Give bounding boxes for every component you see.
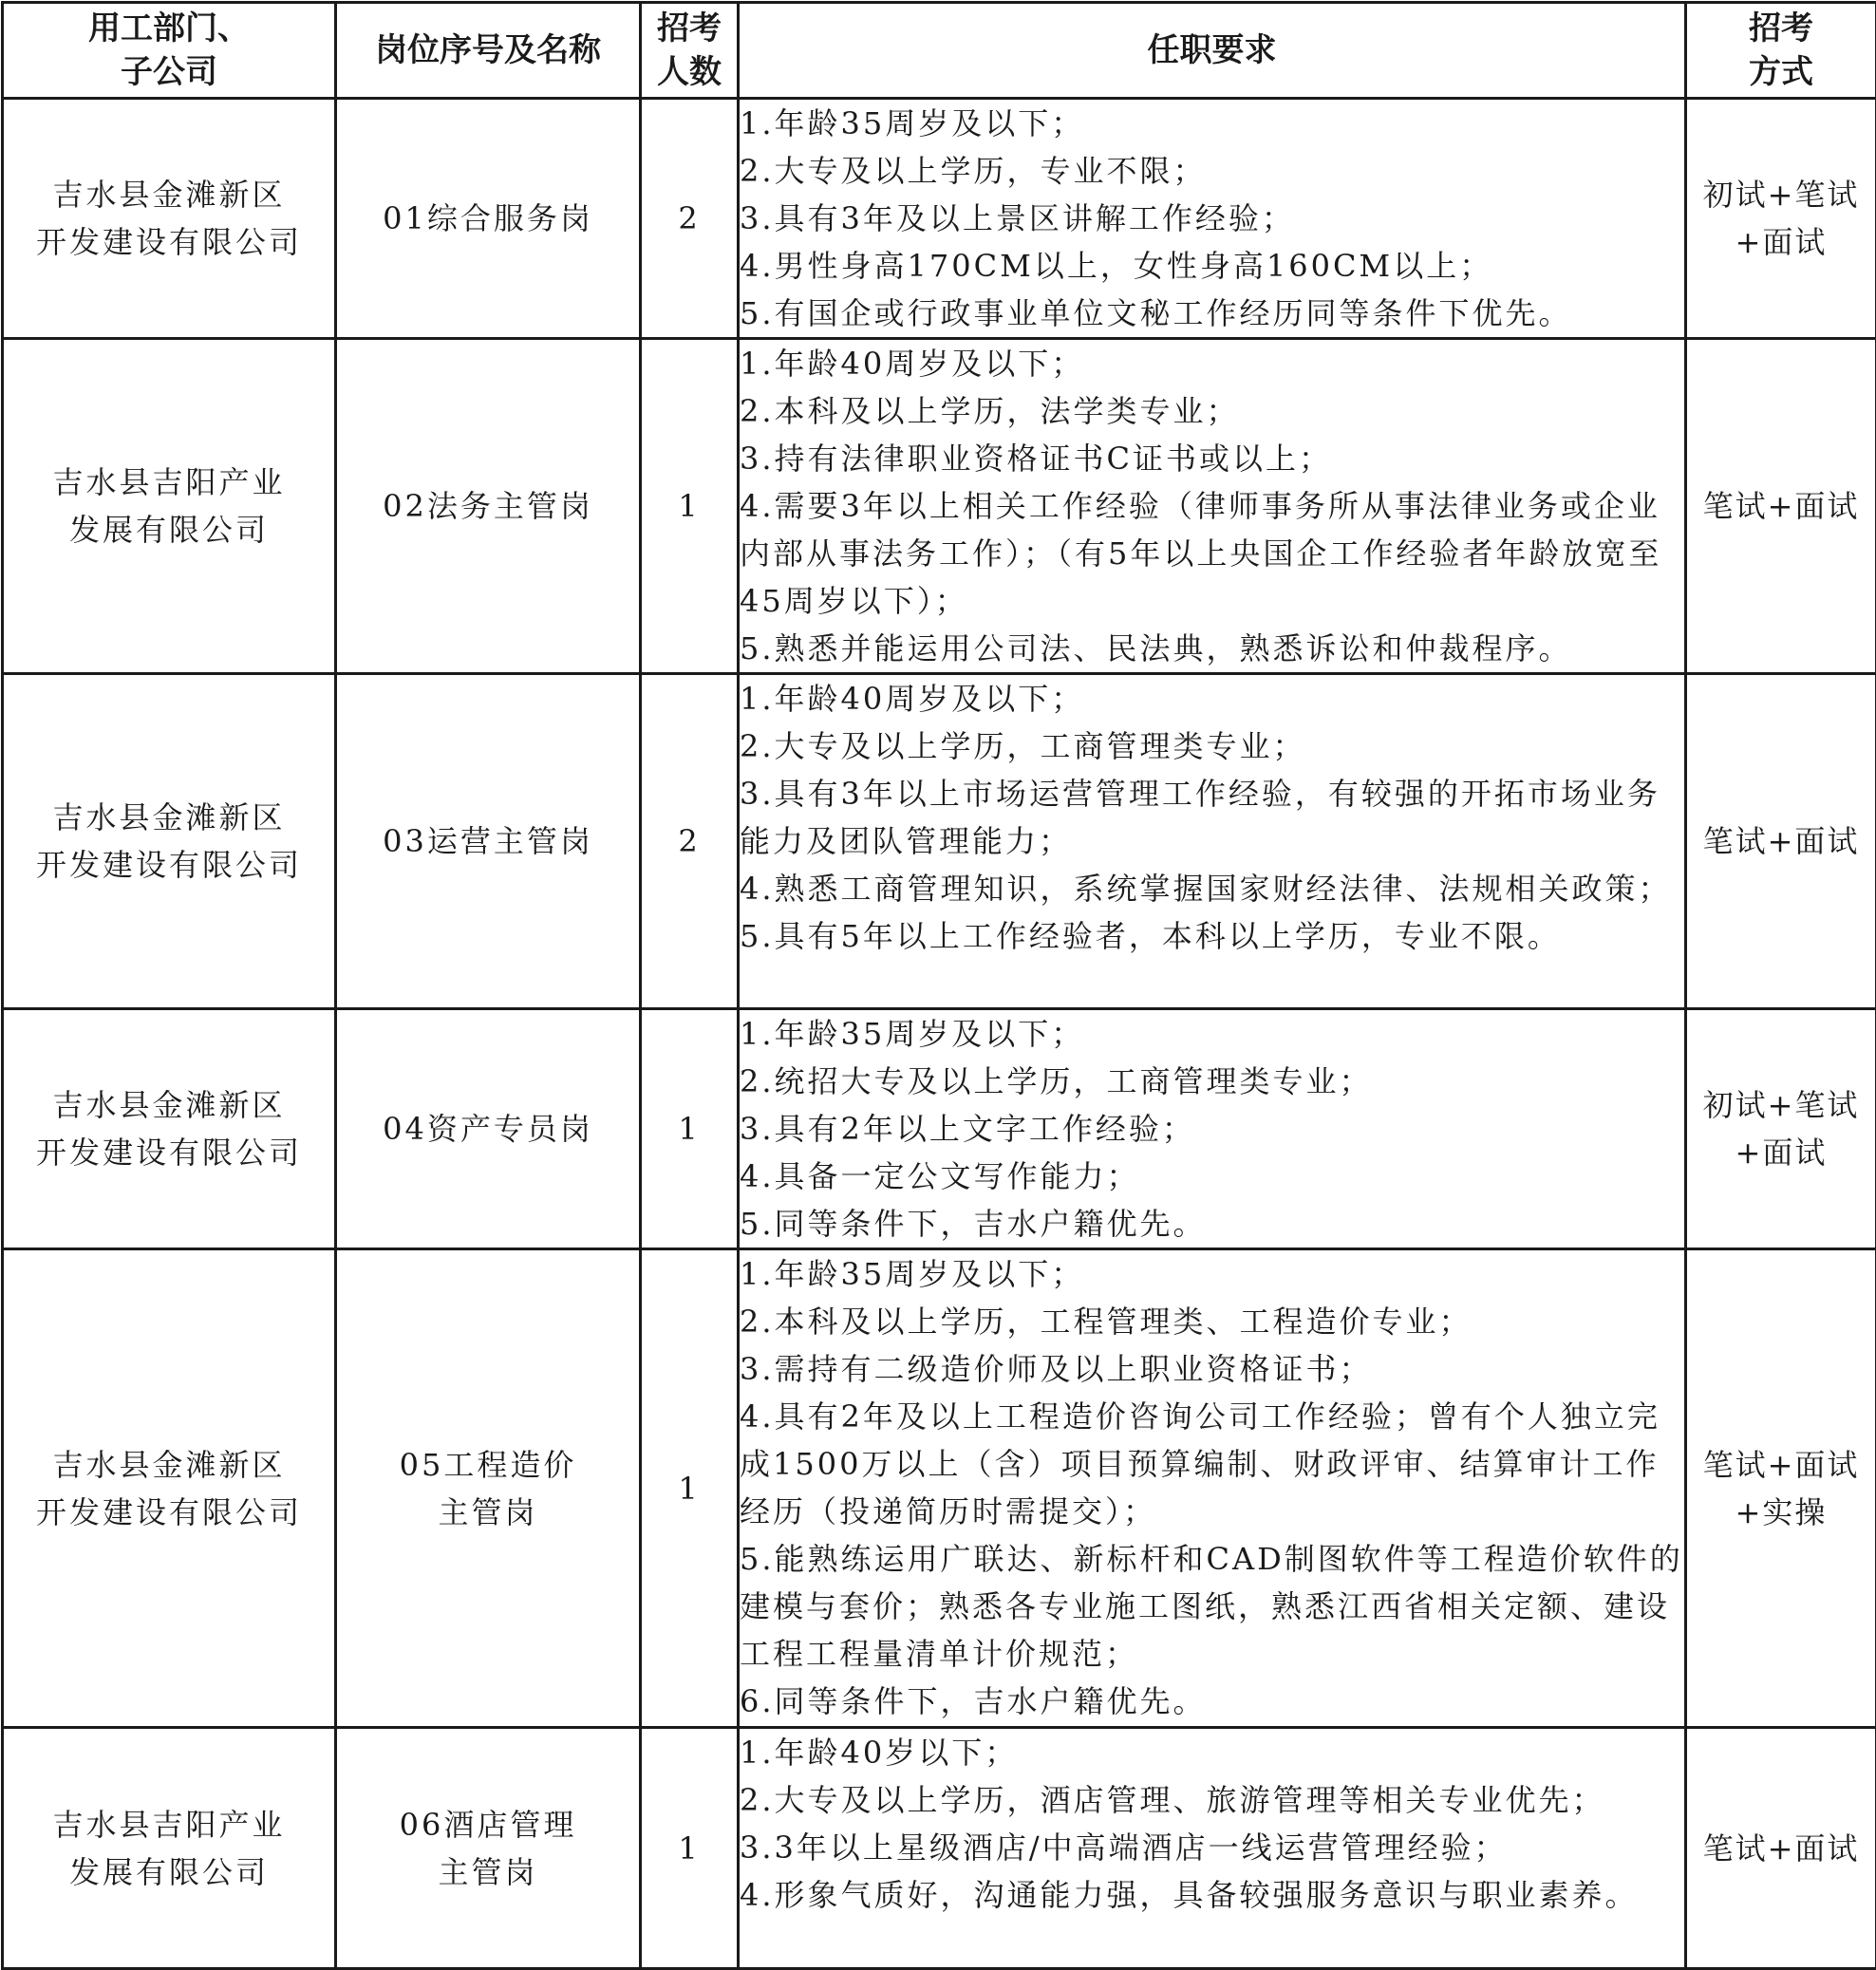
table-row	[3, 1728, 1876, 1969]
dept-cell: 吉水县金滩新区 开发建设有限公司	[3, 1009, 336, 1249]
count-cell: 1	[641, 1249, 739, 1728]
method-cell: 笔试+面试	[1686, 339, 1876, 674]
method-cell: 笔试+面试	[1686, 674, 1876, 1009]
dept-cell: 吉水县金滩新区 开发建设有限公司	[3, 99, 336, 339]
table-body	[3, 99, 1876, 1969]
requirements-cell: 1.年龄35周岁及以下； 2.统招大专及以上学历，工商管理类专业； 3.具有2年以上文字工作经验； 4.具备一定公文写作能力； 5.同等条件下，吉水户籍优先。	[739, 1009, 1686, 1249]
count-cell: 1	[641, 1009, 739, 1249]
dept-cell: 吉水县金滩新区 开发建设有限公司	[3, 1249, 336, 1728]
header-position: 岗位序号及名称	[336, 3, 641, 99]
header-requirements: 任职要求	[739, 3, 1686, 99]
count-cell: 1	[641, 1728, 739, 1969]
requirements-cell: 1.年龄35周岁及以下； 2.本科及以上学历，工程管理类、工程造价专业； 3.需持有二级造价师及以上职业资格证书； 4.具有2年及以上工程造价咨询公司工作经验；曾有个人独立完成1500万以上（含）项目预算编制、财政评审、结算审计工作经历（投递简历时需提交）； 5.能熟练运用广联达、新标杆和CAD制图软件等工程造价软件的建模与套价；熟悉各专业施工图纸，熟悉江西省相关定额、建设工程工程量清单计价规范； 6.同等条件下，吉水户籍优先。	[739, 1249, 1686, 1728]
method-cell: 笔试+面试 +实操	[1686, 1249, 1876, 1728]
table-row	[3, 1249, 1876, 1728]
dept-cell: 吉水县吉阳产业 发展有限公司	[3, 339, 336, 674]
table-header	[3, 3, 1876, 99]
count-cell: 2	[641, 674, 739, 1009]
table-row	[3, 1009, 1876, 1249]
dept-cell: 吉水县金滩新区 开发建设有限公司	[3, 674, 336, 1009]
table-row	[3, 99, 1876, 339]
method-cell: 笔试+面试	[1686, 1728, 1876, 1969]
recruitment-table	[1, 1, 1876, 1970]
position-cell: 03运营主管岗	[336, 674, 641, 1009]
header-row	[3, 3, 1876, 99]
header-method: 招考 方式	[1686, 3, 1876, 99]
count-cell: 2	[641, 99, 739, 339]
position-cell: 02法务主管岗	[336, 339, 641, 674]
count-cell: 1	[641, 339, 739, 674]
position-cell: 05工程造价 主管岗	[336, 1249, 641, 1728]
requirements-cell: 1.年龄35周岁及以下； 2.大专及以上学历，专业不限； 3.具有3年及以上景区讲解工作经验； 4.男性身高170CM以上，女性身高160CM以上； 5.有国企或行政事业单位文秘工作经历同等条件下优先。	[739, 99, 1686, 339]
method-cell: 初试+笔试 +面试	[1686, 99, 1876, 339]
requirements-cell: 1.年龄40岁以下； 2.大专及以上学历，酒店管理、旅游管理等相关专业优先； 3.3年以上星级酒店/中高端酒店一线运营管理经验； 4.形象气质好，沟通能力强，具备较强服务意识与职业素养。	[739, 1728, 1686, 1969]
table-row	[3, 674, 1876, 1009]
requirements-cell: 1.年龄40周岁及以下； 2.本科及以上学历，法学类专业； 3.持有法律职业资格证书C证书或以上； 4.需要3年以上相关工作经验（律师事务所从事法律业务或企业内部从事法务工作）；（有5年以上央国企工作经验者年龄放宽至45周岁以下）； 5.熟悉并能运用公司法、民法典，熟悉诉讼和仲裁程序。	[739, 339, 1686, 674]
dept-cell: 吉水县吉阳产业 发展有限公司	[3, 1728, 336, 1969]
header-dept: 用工部门、 子公司	[3, 3, 336, 99]
table-row	[3, 339, 1876, 674]
method-cell: 初试+笔试 +面试	[1686, 1009, 1876, 1249]
requirements-cell: 1.年龄40周岁及以下； 2.大专及以上学历，工商管理类专业； 3.具有3年以上市场运营管理工作经验，有较强的开拓市场业务能力及团队管理能力； 4.熟悉工商管理知识，系统掌握国家财经法律、法规相关政策； 5.具有5年以上工作经验者，本科以上学历，专业不限。	[739, 674, 1686, 1009]
header-count: 招考 人数	[641, 3, 739, 99]
position-cell: 04资产专员岗	[336, 1009, 641, 1249]
position-cell: 01综合服务岗	[336, 99, 641, 339]
position-cell: 06酒店管理 主管岗	[336, 1728, 641, 1969]
